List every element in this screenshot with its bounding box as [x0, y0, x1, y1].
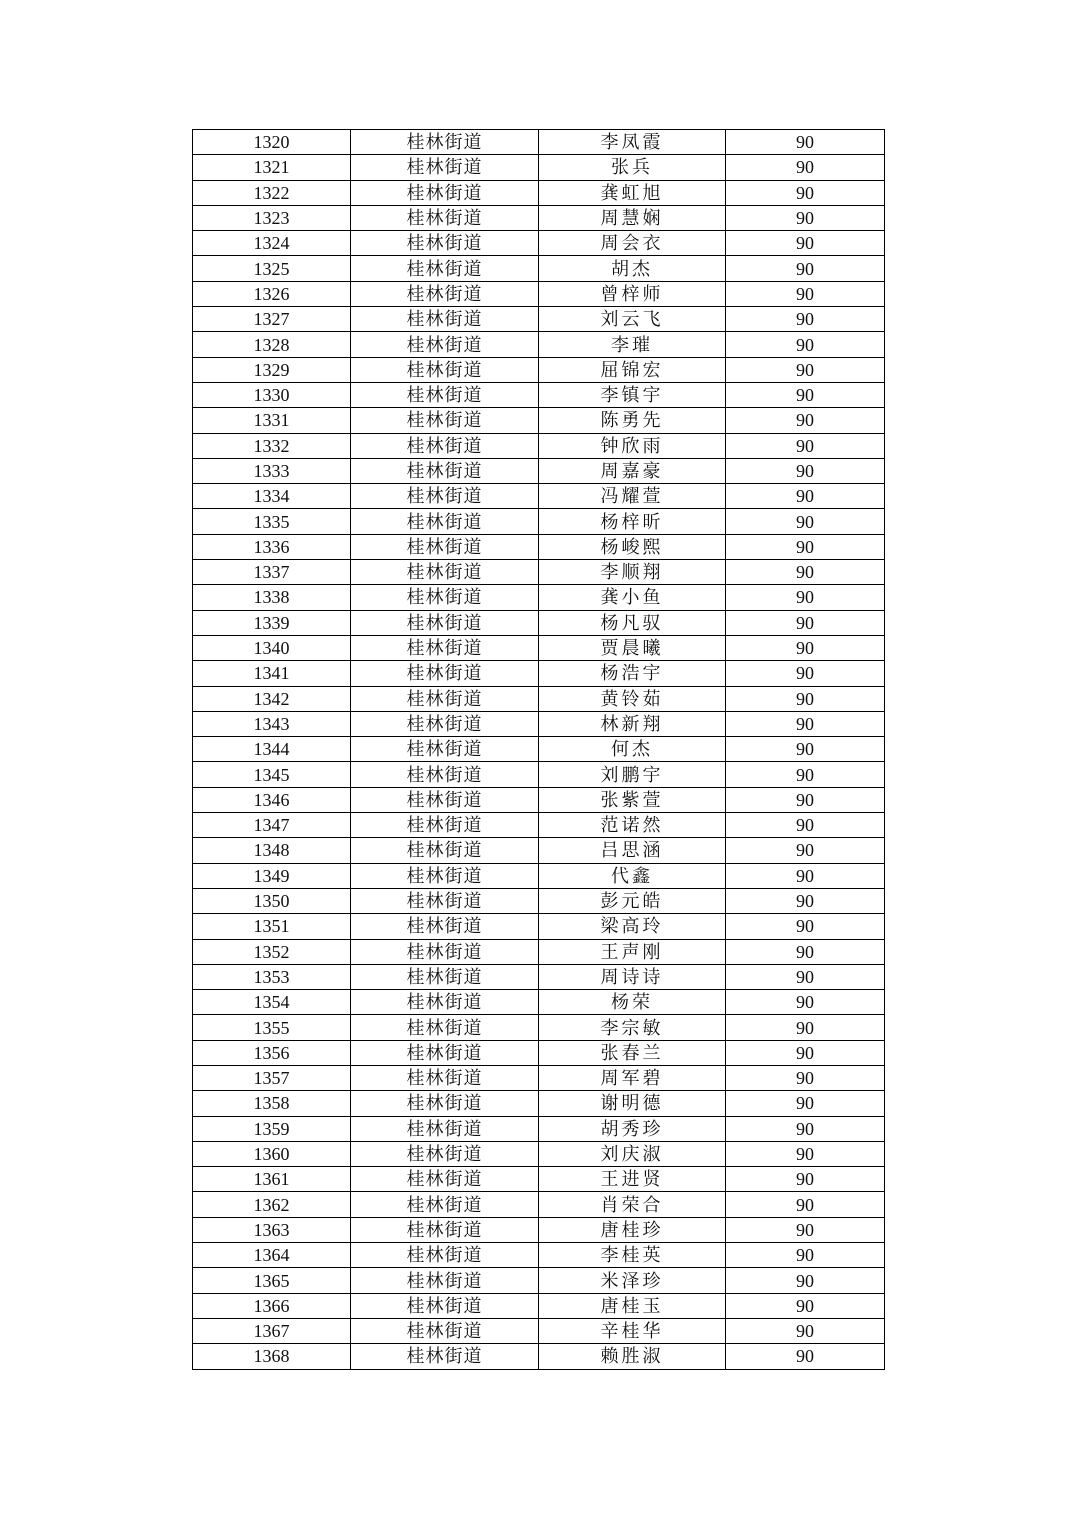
table-row — [193, 560, 885, 585]
name-cell: 周军碧 — [539, 1065, 726, 1090]
serial-number-cell: 1365 — [193, 1268, 351, 1293]
serial-number-cell: 1321 — [193, 155, 351, 180]
name-cell: 刘鹏宇 — [539, 762, 726, 787]
name-cell: 李璀 — [539, 332, 726, 357]
name-cell: 刘云飞 — [539, 307, 726, 332]
street-cell: 桂林街道 — [351, 1116, 539, 1141]
serial-number-cell: 1341 — [193, 661, 351, 686]
name-cell: 吕思涵 — [539, 838, 726, 863]
score-cell: 90 — [726, 635, 885, 660]
score-cell: 90 — [726, 332, 885, 357]
serial-number-cell: 1322 — [193, 180, 351, 205]
score-cell: 90 — [726, 256, 885, 281]
score-cell: 90 — [726, 990, 885, 1015]
table-row — [193, 1167, 885, 1192]
score-cell: 90 — [726, 509, 885, 534]
street-cell: 桂林街道 — [351, 737, 539, 762]
street-cell: 桂林街道 — [351, 509, 539, 534]
street-cell: 桂林街道 — [351, 863, 539, 888]
serial-number-cell: 1368 — [193, 1344, 351, 1369]
street-cell: 桂林街道 — [351, 661, 539, 686]
name-cell: 杨凡驭 — [539, 610, 726, 635]
serial-number-cell: 1360 — [193, 1141, 351, 1166]
table-row — [193, 939, 885, 964]
name-cell: 周嘉豪 — [539, 458, 726, 483]
street-cell: 桂林街道 — [351, 1167, 539, 1192]
serial-number-cell: 1355 — [193, 1015, 351, 1040]
street-cell: 桂林街道 — [351, 130, 539, 155]
street-cell: 桂林街道 — [351, 382, 539, 407]
score-cell: 90 — [726, 1217, 885, 1242]
street-cell: 桂林街道 — [351, 231, 539, 256]
table-row — [193, 762, 885, 787]
roster-table — [192, 129, 885, 1370]
serial-number-cell: 1332 — [193, 433, 351, 458]
street-cell: 桂林街道 — [351, 1065, 539, 1090]
score-cell: 90 — [726, 939, 885, 964]
serial-number-cell: 1347 — [193, 813, 351, 838]
score-cell: 90 — [726, 1344, 885, 1369]
score-cell: 90 — [726, 1141, 885, 1166]
name-cell: 何杰 — [539, 737, 726, 762]
serial-number-cell: 1354 — [193, 990, 351, 1015]
name-cell: 李顺翔 — [539, 560, 726, 585]
table-row — [193, 205, 885, 230]
name-cell: 梁高玲 — [539, 914, 726, 939]
table-row — [193, 838, 885, 863]
table-row — [193, 787, 885, 812]
name-cell: 赖胜淑 — [539, 1344, 726, 1369]
table-row — [193, 1091, 885, 1116]
name-cell: 胡杰 — [539, 256, 726, 281]
serial-number-cell: 1359 — [193, 1116, 351, 1141]
score-cell: 90 — [726, 281, 885, 306]
street-cell: 桂林街道 — [351, 610, 539, 635]
street-cell: 桂林街道 — [351, 585, 539, 610]
table-row — [193, 180, 885, 205]
table-row — [193, 711, 885, 736]
street-cell: 桂林街道 — [351, 1243, 539, 1268]
name-cell: 周慧娴 — [539, 205, 726, 230]
score-cell: 90 — [726, 1065, 885, 1090]
table-row — [193, 281, 885, 306]
serial-number-cell: 1338 — [193, 585, 351, 610]
table-row — [193, 155, 885, 180]
table-row — [193, 1243, 885, 1268]
table-row — [193, 888, 885, 913]
street-cell: 桂林街道 — [351, 458, 539, 483]
table-row — [193, 1065, 885, 1090]
serial-number-cell: 1352 — [193, 939, 351, 964]
table-row — [193, 1217, 885, 1242]
serial-number-cell: 1336 — [193, 534, 351, 559]
table-row — [193, 863, 885, 888]
name-cell: 彭元皓 — [539, 888, 726, 913]
street-cell: 桂林街道 — [351, 205, 539, 230]
serial-number-cell: 1324 — [193, 231, 351, 256]
street-cell: 桂林街道 — [351, 484, 539, 509]
serial-number-cell: 1342 — [193, 686, 351, 711]
score-cell: 90 — [726, 711, 885, 736]
score-cell: 90 — [726, 1243, 885, 1268]
serial-number-cell: 1323 — [193, 205, 351, 230]
name-cell: 杨荣 — [539, 990, 726, 1015]
score-cell: 90 — [726, 610, 885, 635]
street-cell: 桂林街道 — [351, 433, 539, 458]
street-cell: 桂林街道 — [351, 686, 539, 711]
score-cell: 90 — [726, 382, 885, 407]
name-cell: 钟欣雨 — [539, 433, 726, 458]
serial-number-cell: 1339 — [193, 610, 351, 635]
table-row — [193, 635, 885, 660]
score-cell: 90 — [726, 560, 885, 585]
street-cell: 桂林街道 — [351, 813, 539, 838]
serial-number-cell: 1327 — [193, 307, 351, 332]
street-cell: 桂林街道 — [351, 787, 539, 812]
serial-number-cell: 1349 — [193, 863, 351, 888]
score-cell: 90 — [726, 180, 885, 205]
score-cell: 90 — [726, 484, 885, 509]
serial-number-cell: 1328 — [193, 332, 351, 357]
serial-number-cell: 1329 — [193, 357, 351, 382]
score-cell: 90 — [726, 686, 885, 711]
table-row — [193, 534, 885, 559]
table-row — [193, 914, 885, 939]
score-cell: 90 — [726, 130, 885, 155]
name-cell: 米泽珍 — [539, 1268, 726, 1293]
street-cell: 桂林街道 — [351, 838, 539, 863]
table-row — [193, 990, 885, 1015]
name-cell: 黄铃茹 — [539, 686, 726, 711]
serial-number-cell: 1320 — [193, 130, 351, 155]
name-cell: 唐桂珍 — [539, 1217, 726, 1242]
score-cell: 90 — [726, 1268, 885, 1293]
name-cell: 李桂英 — [539, 1243, 726, 1268]
name-cell: 贾晨曦 — [539, 635, 726, 660]
score-cell: 90 — [726, 737, 885, 762]
street-cell: 桂林街道 — [351, 155, 539, 180]
street-cell: 桂林街道 — [351, 964, 539, 989]
score-cell: 90 — [726, 1167, 885, 1192]
street-cell: 桂林街道 — [351, 281, 539, 306]
serial-number-cell: 1351 — [193, 914, 351, 939]
name-cell: 杨峻熙 — [539, 534, 726, 559]
serial-number-cell: 1353 — [193, 964, 351, 989]
table-row — [193, 408, 885, 433]
street-cell: 桂林街道 — [351, 1318, 539, 1343]
score-cell: 90 — [726, 1192, 885, 1217]
name-cell: 张兵 — [539, 155, 726, 180]
name-cell: 冯耀萱 — [539, 484, 726, 509]
street-cell: 桂林街道 — [351, 914, 539, 939]
serial-number-cell: 1364 — [193, 1243, 351, 1268]
street-cell: 桂林街道 — [351, 1344, 539, 1369]
street-cell: 桂林街道 — [351, 762, 539, 787]
table-row — [193, 382, 885, 407]
street-cell: 桂林街道 — [351, 888, 539, 913]
serial-number-cell: 1361 — [193, 1167, 351, 1192]
score-cell: 90 — [726, 357, 885, 382]
roster-table-body — [193, 130, 885, 1370]
score-cell: 90 — [726, 585, 885, 610]
table-row — [193, 256, 885, 281]
street-cell: 桂林街道 — [351, 357, 539, 382]
street-cell: 桂林街道 — [351, 1293, 539, 1318]
name-cell: 范诺然 — [539, 813, 726, 838]
name-cell: 杨梓昕 — [539, 509, 726, 534]
table-row — [193, 813, 885, 838]
score-cell: 90 — [726, 661, 885, 686]
score-cell: 90 — [726, 1116, 885, 1141]
table-row — [193, 661, 885, 686]
name-cell: 唐桂玉 — [539, 1293, 726, 1318]
serial-number-cell: 1357 — [193, 1065, 351, 1090]
table-row — [193, 130, 885, 155]
score-cell: 90 — [726, 231, 885, 256]
name-cell: 谢明德 — [539, 1091, 726, 1116]
street-cell: 桂林街道 — [351, 711, 539, 736]
score-cell: 90 — [726, 307, 885, 332]
name-cell: 刘庆淑 — [539, 1141, 726, 1166]
table-row — [193, 737, 885, 762]
serial-number-cell: 1344 — [193, 737, 351, 762]
serial-number-cell: 1335 — [193, 509, 351, 534]
table-row — [193, 433, 885, 458]
name-cell: 王声刚 — [539, 939, 726, 964]
table-row — [193, 1293, 885, 1318]
score-cell: 90 — [726, 433, 885, 458]
table-row — [193, 1141, 885, 1166]
table-row — [193, 1015, 885, 1040]
name-cell: 代鑫 — [539, 863, 726, 888]
name-cell: 张紫萱 — [539, 787, 726, 812]
serial-number-cell: 1366 — [193, 1293, 351, 1318]
score-cell: 90 — [726, 914, 885, 939]
name-cell: 李宗敏 — [539, 1015, 726, 1040]
name-cell: 屈锦宏 — [539, 357, 726, 382]
street-cell: 桂林街道 — [351, 1091, 539, 1116]
street-cell: 桂林街道 — [351, 1141, 539, 1166]
score-cell: 90 — [726, 838, 885, 863]
table-row — [193, 509, 885, 534]
score-cell: 90 — [726, 408, 885, 433]
table-row — [193, 307, 885, 332]
street-cell: 桂林街道 — [351, 990, 539, 1015]
street-cell: 桂林街道 — [351, 1217, 539, 1242]
street-cell: 桂林街道 — [351, 635, 539, 660]
street-cell: 桂林街道 — [351, 1192, 539, 1217]
street-cell: 桂林街道 — [351, 534, 539, 559]
table-row — [193, 1318, 885, 1343]
name-cell: 陈勇先 — [539, 408, 726, 433]
table-row — [193, 585, 885, 610]
serial-number-cell: 1337 — [193, 560, 351, 585]
street-cell: 桂林街道 — [351, 332, 539, 357]
name-cell: 龚小鱼 — [539, 585, 726, 610]
name-cell: 周诗诗 — [539, 964, 726, 989]
table-row — [193, 484, 885, 509]
serial-number-cell: 1367 — [193, 1318, 351, 1343]
score-cell: 90 — [726, 787, 885, 812]
serial-number-cell: 1331 — [193, 408, 351, 433]
name-cell: 辛桂华 — [539, 1318, 726, 1343]
name-cell: 周会衣 — [539, 231, 726, 256]
table-row — [193, 686, 885, 711]
name-cell: 王进贤 — [539, 1167, 726, 1192]
street-cell: 桂林街道 — [351, 939, 539, 964]
table-row — [193, 1268, 885, 1293]
name-cell: 李镇宇 — [539, 382, 726, 407]
serial-number-cell: 1345 — [193, 762, 351, 787]
name-cell: 曾梓师 — [539, 281, 726, 306]
serial-number-cell: 1334 — [193, 484, 351, 509]
score-cell: 90 — [726, 1318, 885, 1343]
score-cell: 90 — [726, 863, 885, 888]
table-row — [193, 1116, 885, 1141]
street-cell: 桂林街道 — [351, 408, 539, 433]
serial-number-cell: 1330 — [193, 382, 351, 407]
name-cell: 胡秀珍 — [539, 1116, 726, 1141]
serial-number-cell: 1350 — [193, 888, 351, 913]
table-row — [193, 458, 885, 483]
table-row — [193, 610, 885, 635]
serial-number-cell: 1340 — [193, 635, 351, 660]
table-row — [193, 332, 885, 357]
score-cell: 90 — [726, 888, 885, 913]
name-cell: 林新翔 — [539, 711, 726, 736]
table-row — [193, 1040, 885, 1065]
name-cell: 杨浩宇 — [539, 661, 726, 686]
score-cell: 90 — [726, 1293, 885, 1318]
score-cell: 90 — [726, 458, 885, 483]
table-row — [193, 964, 885, 989]
name-cell: 肖荣合 — [539, 1192, 726, 1217]
street-cell: 桂林街道 — [351, 180, 539, 205]
serial-number-cell: 1363 — [193, 1217, 351, 1242]
score-cell: 90 — [726, 964, 885, 989]
serial-number-cell: 1343 — [193, 711, 351, 736]
score-cell: 90 — [726, 155, 885, 180]
score-cell: 90 — [726, 205, 885, 230]
name-cell: 李凤霞 — [539, 130, 726, 155]
serial-number-cell: 1362 — [193, 1192, 351, 1217]
score-cell: 90 — [726, 1091, 885, 1116]
score-cell: 90 — [726, 813, 885, 838]
street-cell: 桂林街道 — [351, 256, 539, 281]
street-cell: 桂林街道 — [351, 307, 539, 332]
street-cell: 桂林街道 — [351, 1040, 539, 1065]
street-cell: 桂林街道 — [351, 560, 539, 585]
table-row — [193, 1192, 885, 1217]
street-cell: 桂林街道 — [351, 1268, 539, 1293]
serial-number-cell: 1358 — [193, 1091, 351, 1116]
table-row — [193, 1344, 885, 1369]
serial-number-cell: 1356 — [193, 1040, 351, 1065]
street-cell: 桂林街道 — [351, 1015, 539, 1040]
score-cell: 90 — [726, 762, 885, 787]
serial-number-cell: 1325 — [193, 256, 351, 281]
score-cell: 90 — [726, 534, 885, 559]
name-cell: 张春兰 — [539, 1040, 726, 1065]
serial-number-cell: 1348 — [193, 838, 351, 863]
table-row — [193, 231, 885, 256]
score-cell: 90 — [726, 1015, 885, 1040]
score-cell: 90 — [726, 1040, 885, 1065]
serial-number-cell: 1346 — [193, 787, 351, 812]
table-row — [193, 357, 885, 382]
name-cell: 龚虹旭 — [539, 180, 726, 205]
serial-number-cell: 1326 — [193, 281, 351, 306]
serial-number-cell: 1333 — [193, 458, 351, 483]
